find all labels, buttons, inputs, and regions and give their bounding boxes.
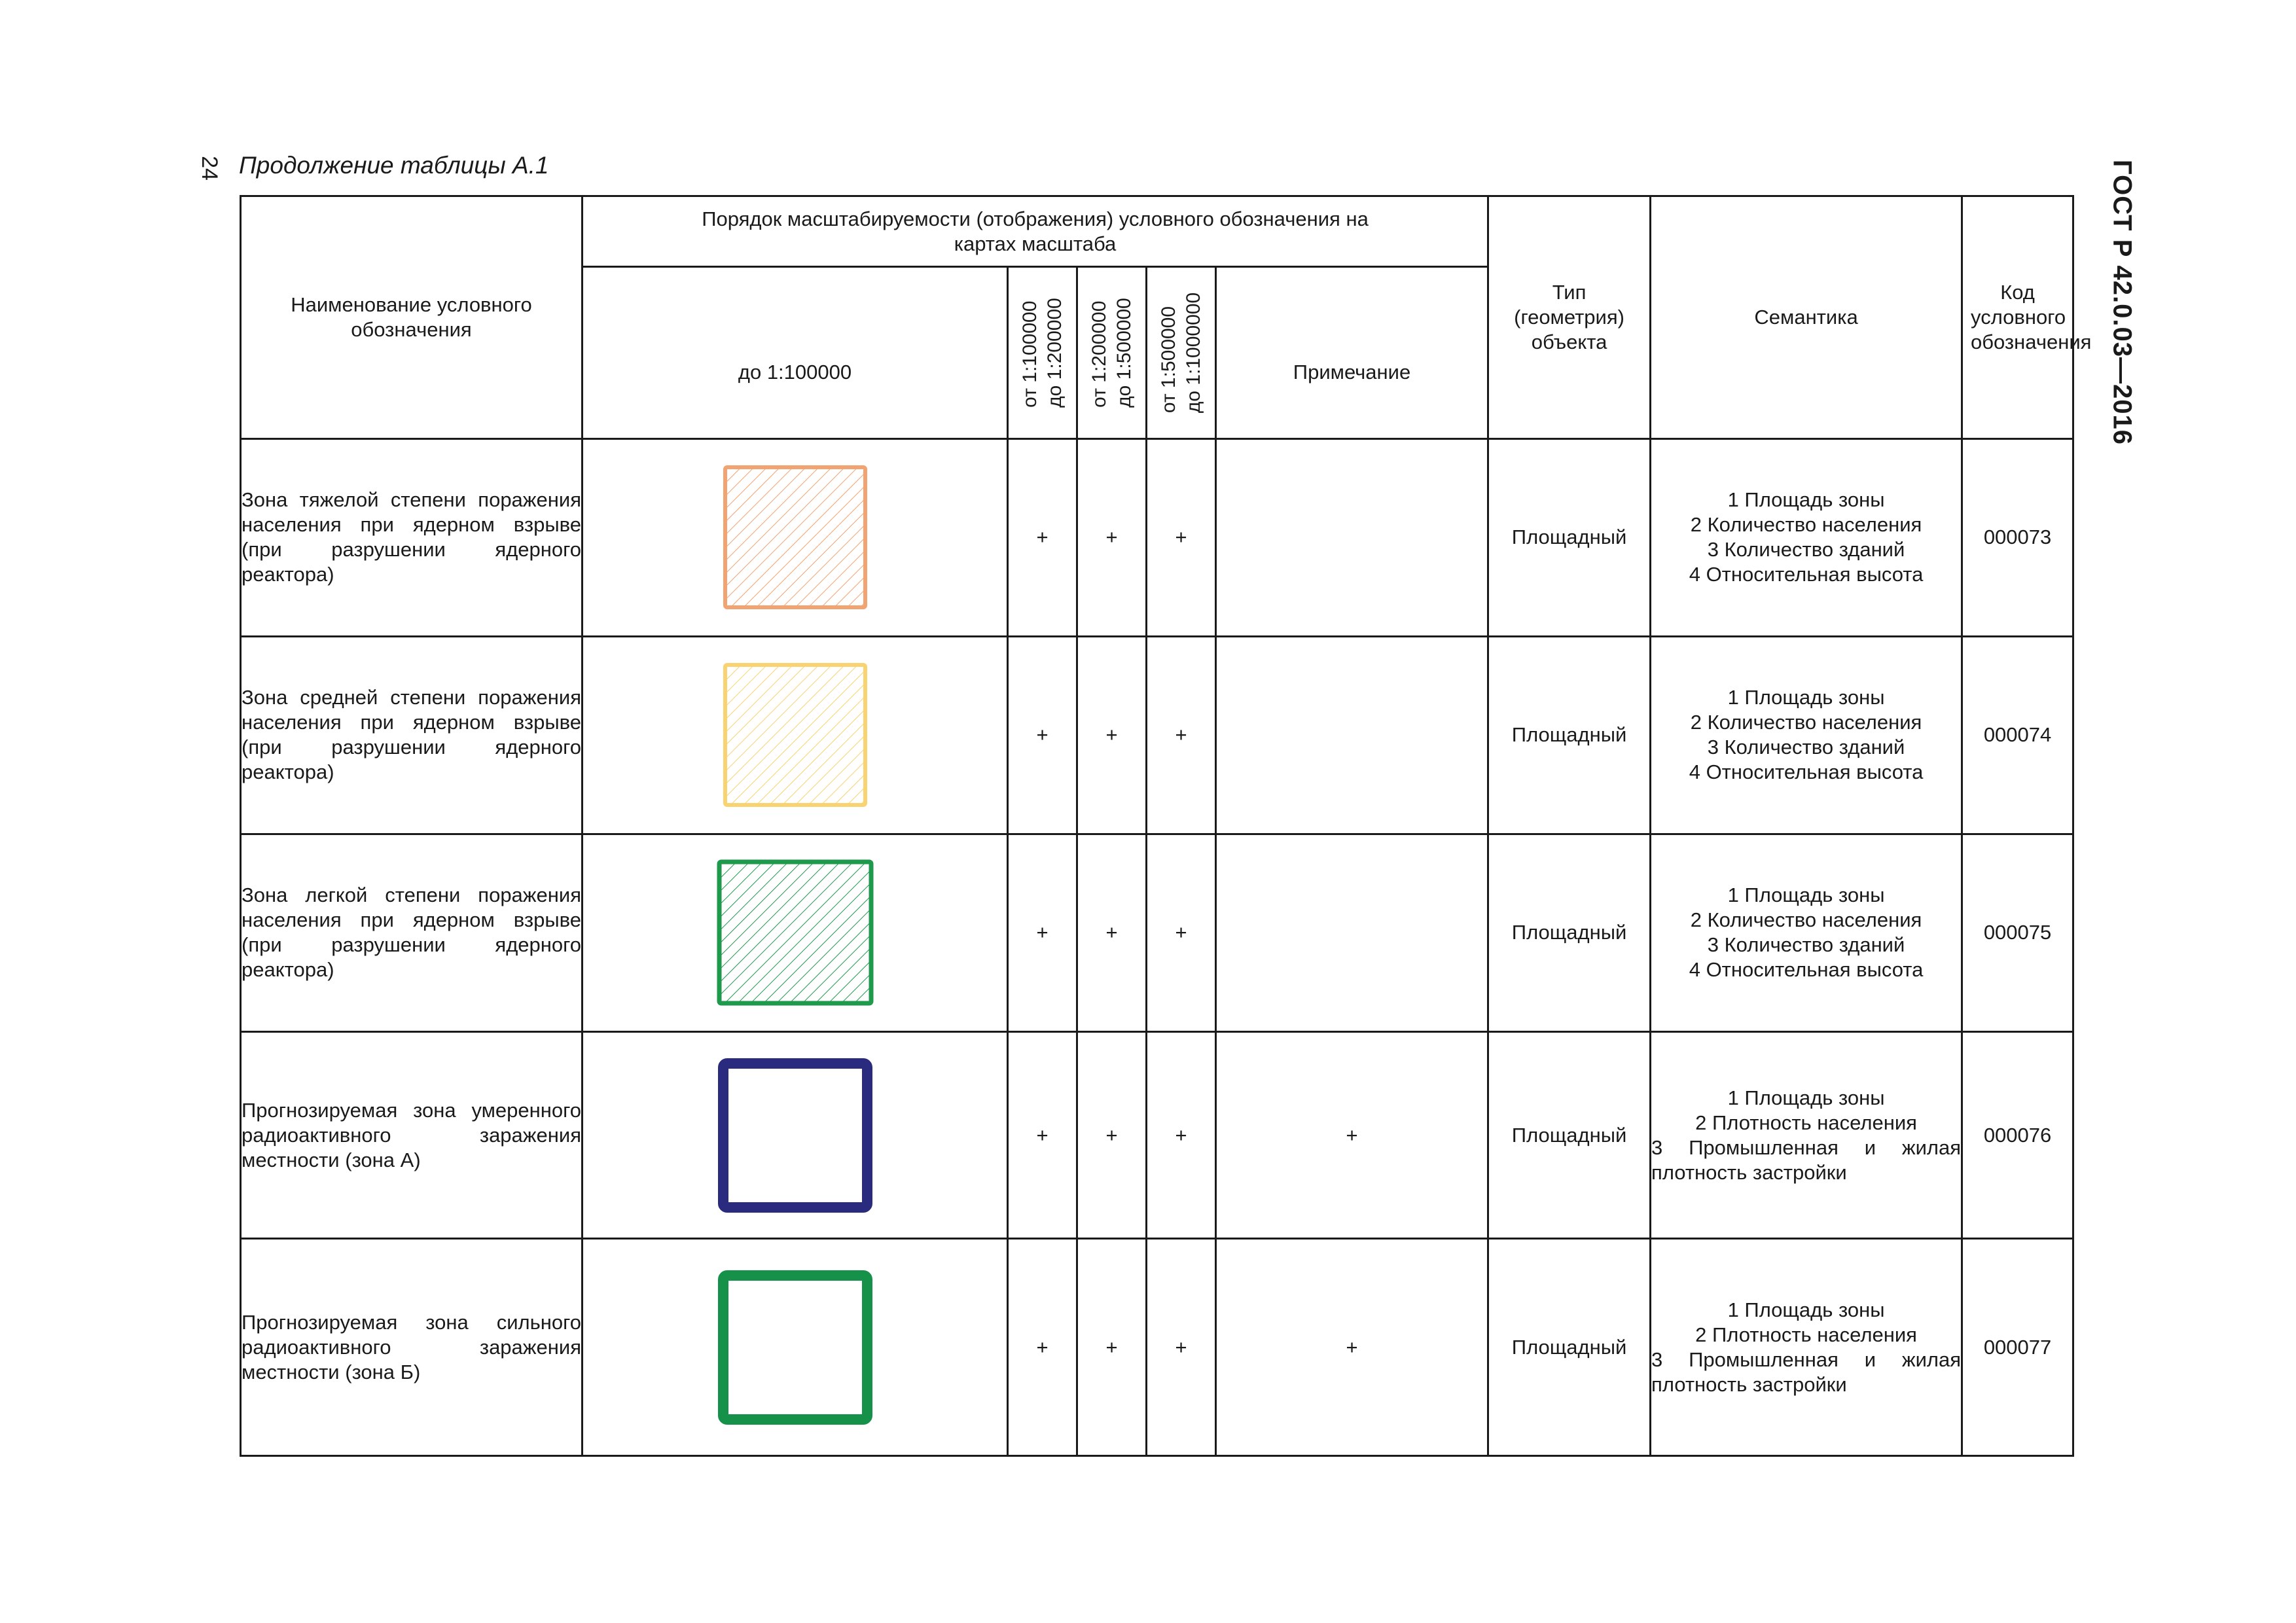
row-scale-3: + [1077, 438, 1147, 636]
hatched-square-symbol [720, 462, 870, 613]
row-code: 000077 [1962, 1239, 2073, 1456]
row-code: 000076 [1962, 1032, 2073, 1239]
row-scale-2: + [1008, 1032, 1077, 1239]
row-scale-2: + [1008, 438, 1077, 636]
row-note [1216, 834, 1488, 1032]
row-name: Прогнозируемая зона умеренного радиоактивного заражения местности (зона А) [241, 1032, 583, 1239]
row-scale-3: + [1077, 834, 1147, 1032]
outline-square-symbol [717, 1269, 874, 1426]
row-code: 000073 [1962, 438, 2073, 636]
row-name: Зона легкой степени поражения населения при ядерном взрыве (при разрушении ядерного реактора) [241, 834, 583, 1032]
row-note: + [1216, 1032, 1488, 1239]
header-name: Наименование условного обозначения [241, 196, 583, 439]
page-number: 24 [197, 156, 222, 181]
table-row [241, 1239, 2073, 1456]
row-name: Зона средней степени поражения населения при ядерном взрыве (при разрушении ядерного реактора) [241, 636, 583, 834]
row-scale-4: + [1147, 636, 1216, 834]
row-note [1216, 438, 1488, 636]
row-symbol [583, 1032, 1008, 1239]
header-note: Примечание [1216, 267, 1488, 439]
row-scale-2: + [1008, 1239, 1077, 1456]
row-symbol [583, 438, 1008, 636]
row-code: 000075 [1962, 834, 2073, 1032]
row-symbol [583, 1239, 1008, 1456]
document-code-text: ГОСТ Р 42.0.03—2016 [2108, 160, 2137, 445]
row-note: + [1216, 1239, 1488, 1456]
row-type: Площадный [1488, 1239, 1651, 1456]
header-code: Код условного обозначения [1962, 196, 2073, 439]
row-semantics: 1 Площадь зоны 2 Плотность населения 3 Промышленная и жилая плотность застройки [1651, 1239, 1962, 1456]
row-scale-4: + [1147, 438, 1216, 636]
header-scale-2: от 1:100000 до 1:200000 [1008, 267, 1077, 439]
table-row [241, 438, 2073, 636]
row-scale-2: + [1008, 834, 1077, 1032]
table-row [241, 1032, 2073, 1239]
row-code: 000074 [1962, 636, 2073, 834]
hatched-square-symbol [720, 660, 870, 810]
hatched-square-symbol [715, 857, 876, 1008]
row-semantics: 1 Площадь зоны 2 Количество населения 3 Количество зданий 4 Относительная высота [1651, 636, 1962, 834]
row-scale-3: + [1077, 1239, 1147, 1456]
row-scale-3: + [1077, 1032, 1147, 1239]
header-type: Тип (геометрия) объекта [1488, 196, 1651, 439]
table-caption: Продолжение таблицы А.1 [239, 152, 549, 179]
row-type: Площадный [1488, 636, 1651, 834]
row-symbol [583, 636, 1008, 834]
row-type: Площадный [1488, 834, 1651, 1032]
header-scale-3: от 1:200000 до 1:500000 [1077, 267, 1147, 439]
row-note [1216, 636, 1488, 834]
table-row [241, 636, 2073, 834]
row-semantics: 1 Площадь зоны 2 Количество населения 3 Количество зданий 4 Относительная высота [1651, 834, 1962, 1032]
row-semantics: 1 Площадь зоны 2 Плотность населения 3 Промышленная и жилая плотность застройки [1651, 1032, 1962, 1239]
row-scale-2: + [1008, 636, 1077, 834]
row-type: Площадный [1488, 438, 1651, 636]
row-type: Площадный [1488, 1032, 1651, 1239]
header-scale-1: до 1:100000 [583, 267, 1008, 439]
document-code [2102, 152, 2142, 453]
header-semantics: Семантика [1651, 196, 1962, 439]
row-scale-4: + [1147, 1032, 1216, 1239]
outline-square-symbol [717, 1057, 874, 1214]
symbols-table [240, 195, 2092, 1457]
row-semantics: 1 Площадь зоны 2 Количество населения 3 Количество зданий 4 Относительная высота [1651, 438, 1962, 636]
row-scale-4: + [1147, 834, 1216, 1032]
row-name: Прогнозируемая зона сильного радиоактивного заражения местности (зона Б) [241, 1239, 583, 1456]
row-scale-3: + [1077, 636, 1147, 834]
header-scale-4: от 1:500000 до 1:1000000 [1147, 267, 1216, 439]
row-symbol [583, 834, 1008, 1032]
row-name: Зона тяжелой степени поражения населения при ядерном взрыве (при разрушении ядерного реактора) [241, 438, 583, 636]
row-scale-4: + [1147, 1239, 1216, 1456]
header-scale-group: Порядок масштабируемости (отображения) условного обозначения на картах масштаба [583, 196, 1488, 267]
table-row [241, 834, 2073, 1032]
